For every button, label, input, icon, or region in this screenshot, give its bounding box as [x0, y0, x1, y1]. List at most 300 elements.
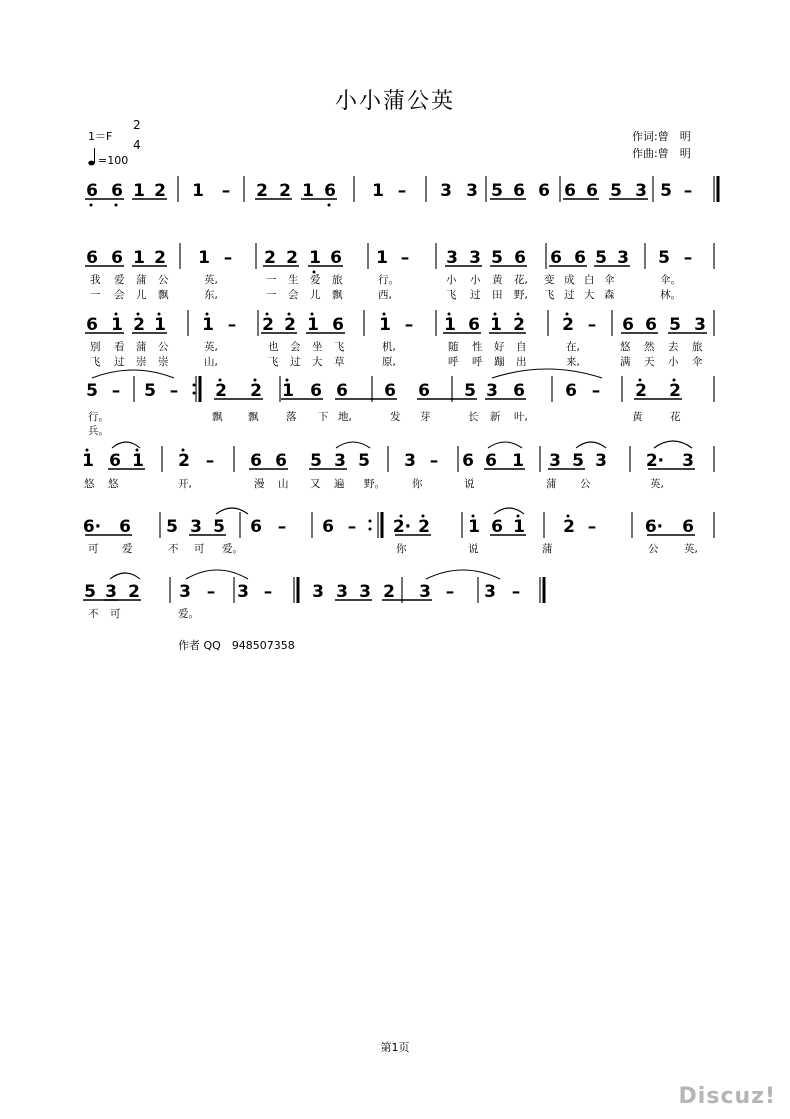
octave-dot-above	[566, 313, 569, 316]
lyric-syllable: 一	[266, 289, 277, 301]
note-6: 6	[418, 381, 430, 401]
lyric-syllable: 飘	[158, 289, 169, 301]
lyric-syllable: 过	[564, 289, 575, 301]
note-2: 2	[563, 517, 575, 537]
lyric-syllable: 兵。	[88, 425, 109, 437]
lyric-syllable: 公	[158, 274, 169, 286]
octave-dot-below	[90, 204, 93, 207]
lyric-syllable: 旅	[692, 341, 703, 353]
lyric-syllable: 芽	[420, 411, 431, 423]
note-1: 1	[111, 315, 123, 335]
note-6: 6	[119, 517, 131, 537]
note-1: 1	[379, 315, 391, 335]
lyric-syllable: 悠	[108, 478, 119, 490]
lyric-syllable: 飞	[544, 289, 555, 301]
note-5: 5	[658, 248, 670, 268]
lyric-syllable: 原,	[382, 356, 396, 368]
note-dash: –	[429, 451, 439, 471]
note-6: 6	[250, 451, 262, 471]
octave-dot-above	[182, 449, 185, 452]
repeat-dot	[193, 384, 196, 387]
lyric-syllable: 蹦	[494, 356, 505, 368]
note-1: 1	[444, 315, 456, 335]
note-2: 2	[635, 381, 647, 401]
octave-dot-above	[639, 379, 642, 382]
lyric-syllable: 田	[492, 289, 503, 301]
lyric-syllable: 悠	[84, 478, 95, 490]
lyric-syllable: 英,	[684, 543, 698, 555]
lyric-syllable: 草	[334, 356, 345, 368]
lyric-syllable: 我	[90, 274, 101, 286]
note-3: 3	[694, 315, 706, 335]
lyric-syllable: 遍	[334, 478, 345, 490]
lyric-syllable: 伞。	[660, 274, 681, 286]
octave-dot-above	[517, 313, 520, 316]
note-6: 6	[86, 248, 98, 268]
note-dash: –	[591, 381, 601, 401]
lyric-syllable: 生	[288, 274, 299, 286]
repeat-dot	[193, 392, 196, 395]
lyric-syllable: 东,	[204, 289, 218, 301]
note-1: 1	[468, 517, 480, 537]
lyric-syllable: 公	[158, 341, 169, 353]
lyric-syllable: 天	[644, 356, 655, 368]
lyric-syllable: 野。	[364, 478, 385, 490]
author-note: 作者 QQ 948507358	[178, 639, 295, 652]
lyric-syllable: 伞	[692, 356, 703, 368]
note-dash: –	[587, 517, 597, 537]
note-6: 6	[514, 248, 526, 268]
octave-dot-above	[115, 313, 118, 316]
note-5: 5	[595, 248, 607, 268]
lyric-syllable: 说	[468, 543, 479, 555]
note-1: 1	[282, 381, 294, 401]
note-3: 3	[486, 381, 498, 401]
note-6: 6	[275, 451, 287, 471]
lyric-syllable: 开,	[178, 478, 192, 490]
note-6: 6	[336, 381, 348, 401]
note-6: 6	[513, 181, 525, 201]
octave-dot-above	[206, 313, 209, 316]
lyric-syllable: 地,	[338, 411, 352, 423]
note-2: 2	[133, 315, 145, 335]
note-6: 6	[310, 381, 322, 401]
note-5: 5	[84, 582, 96, 602]
lyric-syllable: 悠	[620, 341, 631, 353]
note-2-dotted: 2·	[645, 451, 665, 471]
lyric-syllable: 好	[494, 341, 505, 353]
note-2: 2	[562, 315, 574, 335]
note-2: 2	[154, 248, 166, 268]
repeat-dot	[369, 520, 372, 523]
lyric-syllable: 过	[114, 356, 125, 368]
note-3: 3	[635, 181, 647, 201]
lyric-syllable: 爱。	[178, 608, 199, 620]
slur	[494, 508, 524, 514]
lyric-syllable: 公	[648, 543, 659, 555]
note-dash: –	[397, 181, 407, 201]
lyric-syllable: 大	[312, 356, 323, 368]
lyric-syllable: 行。	[378, 274, 399, 286]
lyric-syllable: 又	[310, 478, 321, 490]
note-1: 1	[202, 315, 214, 335]
note-3: 3	[549, 451, 561, 471]
lyric-syllable: 呼	[472, 356, 483, 368]
note-2: 2	[669, 381, 681, 401]
lyric-syllable: 飘	[212, 411, 223, 423]
slur	[112, 442, 140, 448]
lyric-syllable: 变	[544, 274, 555, 286]
lyric-syllable: 可	[194, 543, 205, 555]
lyric-syllable: 不	[168, 543, 179, 555]
lyric-syllable: 出	[516, 356, 527, 368]
lyric-syllable: 西,	[378, 289, 392, 301]
lyric-syllable: 坐	[312, 341, 323, 353]
slur	[654, 441, 692, 448]
note-6: 6	[513, 381, 525, 401]
lyric-syllable: 崇	[136, 356, 147, 368]
octave-dot-above	[494, 313, 497, 316]
lyric-syllable: 小	[470, 274, 481, 286]
note-dash: –	[587, 315, 597, 335]
note-6: 6	[86, 181, 98, 201]
tempo-mark: =100	[98, 154, 129, 167]
note-1: 1	[372, 181, 384, 201]
octave-dot-above	[311, 313, 314, 316]
octave-dot-above	[266, 313, 269, 316]
octave-dot-above	[254, 379, 257, 382]
lyric-syllable: 儿	[310, 289, 321, 301]
lyric-syllable: 蒲	[136, 341, 147, 353]
lyric-syllable: 你	[412, 478, 423, 490]
note-3: 3	[190, 517, 202, 537]
note-1: 1	[376, 248, 388, 268]
note-6: 6	[550, 248, 562, 268]
note-3: 3	[595, 451, 607, 471]
note-6: 6	[384, 381, 396, 401]
note-dash: –	[277, 517, 287, 537]
note-dash: –	[111, 381, 121, 401]
lyric-syllable: 在,	[566, 341, 580, 353]
lyric-syllable: 爱	[122, 543, 133, 555]
note-1: 1	[82, 451, 94, 471]
note-6: 6	[565, 381, 577, 401]
note-2: 2	[154, 181, 166, 201]
octave-dot-below	[115, 204, 118, 207]
note-3: 3	[105, 582, 117, 602]
lyric-syllable: 飞	[268, 356, 279, 368]
lyric-syllable: 长	[468, 411, 479, 423]
note-5: 5	[464, 381, 476, 401]
lyric-syllable: 英,	[650, 478, 664, 490]
note-5: 5	[213, 517, 225, 537]
lyric-syllable: 野,	[514, 289, 528, 301]
note-3: 3	[469, 248, 481, 268]
note-dash: –	[221, 181, 231, 201]
slur	[336, 442, 370, 448]
note-2: 2	[262, 315, 274, 335]
note-6: 6	[491, 517, 503, 537]
lyric-syllable: 飞	[446, 289, 457, 301]
note-2: 2	[418, 517, 430, 537]
note-6: 6	[111, 181, 123, 201]
note-6: 6	[564, 181, 576, 201]
lyric-syllable: 英,	[204, 341, 218, 353]
note-6: 6	[682, 517, 694, 537]
lyric-syllable: 儿	[136, 289, 147, 301]
note-6: 6	[586, 181, 598, 201]
note-2: 2	[215, 381, 227, 401]
lyric-syllable: 也	[268, 341, 279, 353]
octave-dot-above	[472, 515, 475, 518]
lyric-syllable: 自	[516, 341, 527, 353]
note-5: 5	[491, 248, 503, 268]
lyric-syllable: 随	[448, 341, 459, 353]
note-1: 1	[154, 315, 166, 335]
slur	[426, 570, 500, 579]
note-dash: –	[206, 582, 216, 602]
octave-dot-above	[286, 379, 289, 382]
note-6: 6	[111, 248, 123, 268]
octave-dot-above	[136, 449, 139, 452]
lyric-syllable: 性	[472, 341, 483, 353]
lyric-syllable: 英,	[204, 274, 218, 286]
note-dash: –	[511, 582, 521, 602]
note-3: 3	[237, 582, 249, 602]
note-1: 1	[309, 248, 321, 268]
octave-dot-above	[567, 515, 570, 518]
note-6: 6	[574, 248, 586, 268]
note-6: 6	[645, 315, 657, 335]
note-6: 6	[462, 451, 474, 471]
lyric-syllable: 公	[580, 478, 591, 490]
note-5: 5	[144, 381, 156, 401]
note-2: 2	[128, 582, 140, 602]
note-dash: –	[347, 517, 357, 537]
note-3: 3	[446, 248, 458, 268]
lyric-syllable: 一	[266, 274, 277, 286]
lyric-syllable: 别	[90, 341, 101, 353]
key-signature: 1＝F	[88, 130, 113, 143]
octave-dot-above	[219, 379, 222, 382]
note-2: 2	[279, 181, 291, 201]
lyric-syllable: 山,	[204, 356, 218, 368]
time-signature-bottom: 4	[133, 138, 141, 152]
note-3: 3	[359, 582, 371, 602]
note-3: 3	[404, 451, 416, 471]
lyric-syllable: 下	[318, 411, 329, 423]
note-dash: –	[404, 315, 414, 335]
lyric-syllable: 可	[88, 543, 99, 555]
lyric-syllable: 森	[604, 289, 615, 301]
lyric-syllable: 爱	[310, 274, 321, 286]
watermark-logo: Discuz!	[678, 1084, 776, 1109]
note-5: 5	[310, 451, 322, 471]
lyric-syllable: 爱	[114, 274, 125, 286]
lyric-syllable: 旅	[332, 274, 343, 286]
note-2: 2	[513, 315, 525, 335]
note-dash: –	[227, 315, 237, 335]
lyric-syllable: 发	[390, 411, 401, 423]
note-6: 6	[322, 517, 334, 537]
lyric-syllable: 机,	[382, 341, 396, 353]
slur	[492, 369, 602, 378]
lyric-syllable: 会	[290, 341, 301, 353]
note-3: 3	[484, 582, 496, 602]
note-1: 1	[133, 181, 145, 201]
lyric-syllable: 然	[644, 341, 655, 353]
note-dash: –	[169, 381, 179, 401]
note-5: 5	[166, 517, 178, 537]
lyric-syllable: 一	[90, 289, 101, 301]
lyric-syllable: 不	[88, 608, 99, 620]
lyric-syllable: 小	[446, 274, 457, 286]
octave-dot-above	[86, 449, 89, 452]
note-dash: –	[205, 451, 215, 471]
note-1: 1	[132, 451, 144, 471]
note-6: 6	[330, 248, 342, 268]
slur	[186, 570, 248, 579]
note-1: 1	[490, 315, 502, 335]
lyric-syllable: 过	[290, 356, 301, 368]
note-dash: –	[400, 248, 410, 268]
note-6: 6	[538, 181, 550, 201]
lyric-syllable: 来,	[566, 356, 580, 368]
note-3: 3	[466, 181, 478, 201]
octave-dot-above	[137, 313, 140, 316]
note-6: 6	[250, 517, 262, 537]
note-1: 1	[198, 248, 210, 268]
note-3: 3	[312, 582, 324, 602]
lyric-syllable: 花	[670, 411, 681, 423]
lyric-syllable: 大	[584, 289, 595, 301]
note-dash: –	[263, 582, 273, 602]
note-3: 3	[179, 582, 191, 602]
lyric-syllable: 蒲	[542, 543, 553, 555]
song-title: 小小蒲公英	[334, 89, 455, 114]
lyric-syllable: 可	[110, 608, 121, 620]
octave-dot-above	[517, 515, 520, 518]
note-2: 2	[286, 248, 298, 268]
lyric-syllable: 飞	[90, 356, 101, 368]
note-2: 2	[178, 451, 190, 471]
lyric-syllable: 黄	[632, 411, 643, 423]
lyric-syllable: 落	[286, 411, 297, 423]
note-6: 6	[468, 315, 480, 335]
note-3: 3	[440, 181, 452, 201]
note-2: 2	[284, 315, 296, 335]
lyric-syllable: 飘	[248, 411, 259, 423]
repeat-dot	[369, 528, 372, 531]
lyric-syllable: 呼	[448, 356, 459, 368]
note-3: 3	[334, 451, 346, 471]
lyric-syllable: 行。	[88, 411, 109, 423]
lyric-syllable: 黄	[492, 274, 503, 286]
octave-dot-above	[448, 313, 451, 316]
lyric-syllable: 伞	[604, 274, 615, 286]
note-6: 6	[324, 181, 336, 201]
slur	[110, 573, 140, 579]
lyric-syllable: 林。	[660, 289, 681, 301]
lyric-syllable: 飞	[334, 341, 345, 353]
lyric-syllable: 叶,	[514, 411, 528, 423]
composer-credit: 作曲:曾 明	[632, 147, 691, 160]
note-6-dotted: 6·	[644, 517, 664, 537]
note-5: 5	[572, 451, 584, 471]
octave-dot-above	[673, 379, 676, 382]
lyric-syllable: 崇	[158, 356, 169, 368]
slur	[216, 508, 248, 514]
note-5: 5	[491, 181, 503, 201]
slur	[488, 442, 522, 448]
note-dash: –	[223, 248, 233, 268]
lyric-syllable: 白	[584, 274, 595, 286]
note-6-dotted: 6·	[82, 517, 102, 537]
octave-dot-below	[328, 204, 331, 207]
lyric-syllable: 花,	[514, 274, 528, 286]
note-1: 1	[512, 451, 524, 471]
note-1: 1	[513, 517, 525, 537]
lyric-syllable: 飘	[332, 289, 343, 301]
lyric-syllable: 蒲	[136, 274, 147, 286]
lyric-syllable: 小	[668, 356, 679, 368]
octave-dot-above	[400, 515, 403, 518]
note-5: 5	[86, 381, 98, 401]
note-2: 2	[250, 381, 262, 401]
note-3: 3	[617, 248, 629, 268]
note-5: 5	[610, 181, 622, 201]
octave-dot-above	[422, 515, 425, 518]
note-6: 6	[109, 451, 121, 471]
note-6: 6	[332, 315, 344, 335]
note-5: 5	[669, 315, 681, 335]
lyric-syllable: 蒲	[546, 478, 557, 490]
octave-dot-above	[158, 313, 161, 316]
lyric-syllable: 说	[464, 478, 475, 490]
note-dash: –	[445, 582, 455, 602]
note-1: 1	[302, 181, 314, 201]
lyric-syllable: 去	[668, 341, 679, 353]
lyric-syllable: 会	[288, 289, 299, 301]
lyric-syllable: 会	[114, 289, 125, 301]
lyric-syllable: 成	[564, 274, 575, 286]
note-1: 1	[192, 181, 204, 201]
note-6: 6	[86, 315, 98, 335]
note-dash: –	[683, 181, 693, 201]
octave-dot-above	[288, 313, 291, 316]
note-6: 6	[485, 451, 497, 471]
lyric-syllable: 漫	[254, 478, 265, 490]
lyric-syllable: 新	[490, 411, 501, 423]
lyric-syllable: 满	[620, 356, 631, 368]
note-2: 2	[383, 582, 395, 602]
note-3: 3	[336, 582, 348, 602]
lyric-syllable: 你	[396, 543, 407, 555]
page-number: 第1页	[380, 1041, 410, 1054]
note-3: 3	[682, 451, 694, 471]
slur	[92, 370, 174, 378]
lyric-syllable: 爱。	[222, 543, 243, 555]
lyric-syllable: 看	[114, 341, 125, 353]
note-5: 5	[358, 451, 370, 471]
note-2: 2	[264, 248, 276, 268]
note-2: 2	[256, 181, 268, 201]
note-5: 5	[660, 181, 672, 201]
lyricist-credit: 作词:曾 明	[632, 130, 691, 143]
note-3: 3	[419, 582, 431, 602]
note-1: 1	[133, 248, 145, 268]
time-signature-top: 2	[133, 118, 141, 132]
